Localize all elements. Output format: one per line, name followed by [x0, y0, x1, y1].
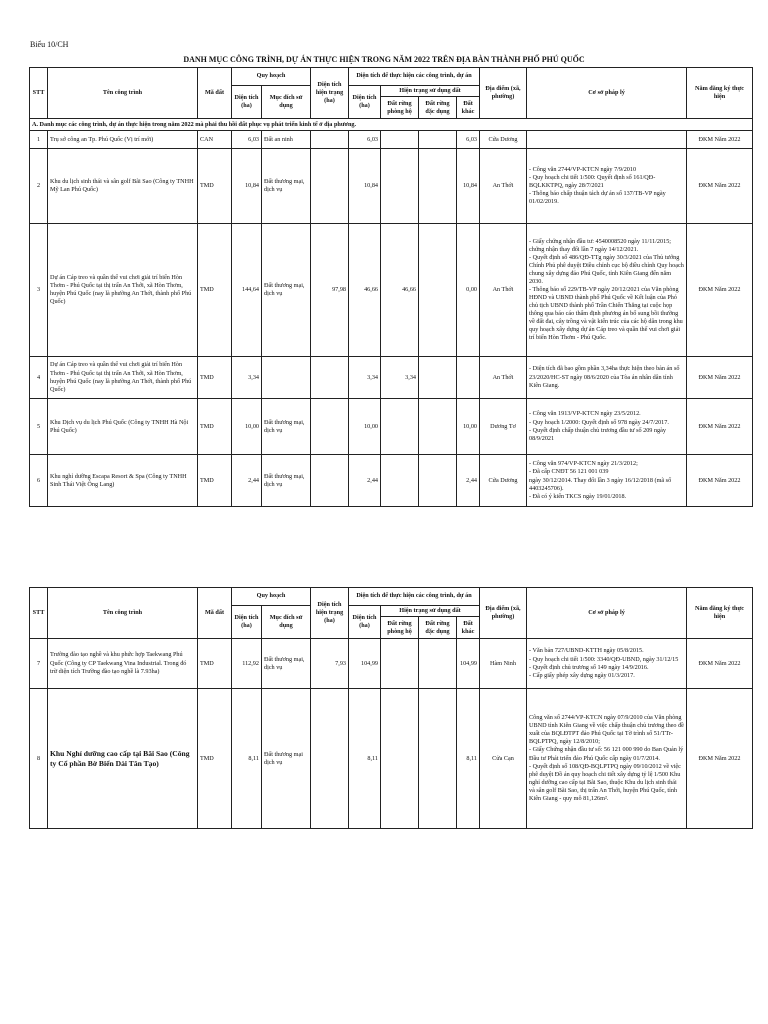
cell-rdd	[419, 224, 457, 357]
cell-other: 2,44	[457, 455, 480, 507]
cell-purpose: Đất thương mại, dịch vụ	[262, 639, 311, 689]
cell-rph	[381, 455, 419, 507]
table-row	[30, 357, 753, 399]
table-row	[30, 224, 753, 357]
cell-rph	[381, 399, 419, 455]
cell-code: TMD	[198, 455, 232, 507]
cell-purpose: Đất thương mại, dịch vụ	[262, 224, 311, 357]
cell-stt: 6	[30, 455, 48, 507]
col-special-forest: Đất rừng đặc dụng	[419, 97, 457, 119]
cell-legal: Công văn số 2744/VP-KTCN ngày 07/9/2010 của Văn phòng UBND tỉnh Kiên Giang về việc chấp thuận chủ trương theo đề xuất của BQLĐTPT đảo Phú Quốc tại Tờ trình số 51/TTr-BQLPTPQ, ngày 12/8/2010; - Giấy Chứng nhận đầu tư số: 56 121 000 990 do Ban Quản lý Đầu tư Phát triển đảo Phú Quốc cấp ngày 01/7/2014. - Quyết định số 108/QĐ-BQLPTPQ ngày 09/10/2012 về việc phê duyệt Đồ án quy hoạch chi tiết xây dựng tỷ lệ 1/500 Khu nghỉ dưỡng cao cấp tại Bãi Sao, thuộc Khu du lịch sinh thái và sân golf Bãi Sao, thị trấn An Thới, huyện Phú Quốc, tỉnh Kiên Giang - quy mô 81,126m².	[527, 689, 687, 829]
cell-code: CAN	[198, 131, 232, 149]
cell-legal: - Công văn 1913/VP-KTCN ngày 23/5/2012. - Quy hoạch 1/2000: Quyết định số 978 ngày 24/7/2017. - Quyết định chấp thuận chủ trương đầu tư số 209 ngày 08/9/2021	[527, 399, 687, 455]
cell-impl: 3,34	[349, 357, 381, 399]
cell-name: Dự án Cáp treo và quần thể vui chơi giải trí biển Hòn Thơm - Phú Quốc tại thị trấn An Thới, xã Hòn Thơm, huyện Phú Quốc (nay là phường An Thới, thành phố Phú Quốc)	[48, 224, 198, 357]
table-row	[30, 131, 753, 149]
cell-rph	[381, 131, 419, 149]
cell-name: Trụ sở công an Tp. Phú Quốc (Vị trí mới)	[48, 131, 198, 149]
form-code: Biểu 10/CH	[30, 40, 69, 49]
col-plan-purpose: Mục đích sử dụng	[262, 86, 311, 119]
col-protect-forest: Đất rừng phòng hộ	[381, 617, 419, 639]
cell-other: 8,11	[457, 689, 480, 829]
cell-location: Cửa Dương	[480, 131, 527, 149]
cell-impl: 6,03	[349, 131, 381, 149]
cell-location: Dương Tơ	[480, 399, 527, 455]
cell-plan-area: 6,03	[232, 131, 262, 149]
cell-location: An Thới	[480, 357, 527, 399]
cell-other: 6,03	[457, 131, 480, 149]
col-stt: STT	[30, 68, 48, 119]
table-row	[30, 639, 753, 689]
col-code: Mã đất	[198, 68, 232, 119]
cell-impl: 8,11	[349, 689, 381, 829]
cell-current	[311, 149, 349, 224]
col-stt: STT	[30, 588, 48, 639]
cell-other: 0,00	[457, 224, 480, 357]
cell-code: TMD	[198, 149, 232, 224]
col-protect-forest: Đất rừng phòng hộ	[381, 97, 419, 119]
project-table-1	[29, 67, 753, 507]
cell-legal: - Công văn 974/VP-KTCN ngày 21/3/2012; - Đã cấp CNĐT 56 121 001 039 ngày 30/12/2014. Thay đổi lần 3 ngày 16/12/2018 (mã số 4403245706). - Đã có ý kiến TKCS ngày 19/01/2018.	[527, 455, 687, 507]
cell-code: TMD	[198, 224, 232, 357]
col-impl-area: Diện tích (ha)	[349, 86, 381, 119]
cell-current	[311, 455, 349, 507]
cell-name: Khu Nghỉ dưỡng cao cấp tại Bãi Sao (Công ty Cổ phần Bờ Biển Dài Tân Tạo)	[48, 689, 198, 829]
cell-code: TMD	[198, 399, 232, 455]
cell-rdd	[419, 455, 457, 507]
table-row	[30, 689, 753, 829]
cell-reg: ĐKM Năm 2022	[687, 357, 753, 399]
cell-rdd	[419, 639, 457, 689]
cell-stt: 5	[30, 399, 48, 455]
col-planning: Quy hoạch	[232, 588, 311, 606]
col-reg-year: Năm đăng ký thực hiện	[687, 588, 753, 639]
cell-location: An Thới	[480, 149, 527, 224]
cell-rph: 46,66	[381, 224, 419, 357]
cell-reg: ĐKM Năm 2022	[687, 399, 753, 455]
cell-reg: ĐKM Năm 2022	[687, 149, 753, 224]
col-current-use: Hiện trạng sử dụng đất	[381, 606, 480, 617]
cell-rdd	[419, 689, 457, 829]
cell-rph	[381, 639, 419, 689]
cell-code: TMD	[198, 639, 232, 689]
cell-rdd	[419, 131, 457, 149]
cell-plan-area: 3,34	[232, 357, 262, 399]
document-title: DANH MỤC CÔNG TRÌNH, DỰ ÁN THỰC HIỆN TRONG NĂM 2022 TRÊN ĐỊA BÀN THÀNH PHỐ PHÚ QUỐC	[183, 55, 585, 64]
cell-rph: 3,34	[381, 357, 419, 399]
cell-rph	[381, 149, 419, 224]
col-current-area: Diện tích hiện trạng (ha)	[311, 588, 349, 639]
col-current-area: Diện tích hiện trạng (ha)	[311, 68, 349, 119]
cell-location: Cửa Dương	[480, 455, 527, 507]
cell-reg: ĐKM Năm 2022	[687, 131, 753, 149]
table-row	[30, 149, 753, 224]
cell-impl: 46,66	[349, 224, 381, 357]
col-special-forest: Đất rừng đặc dụng	[419, 617, 457, 639]
cell-current	[311, 131, 349, 149]
col-location: Địa điểm (xã, phường)	[480, 68, 527, 119]
cell-plan-area: 112,92	[232, 639, 262, 689]
cell-impl: 104,99	[349, 639, 381, 689]
col-other-land: Đất khác	[457, 97, 480, 119]
cell-rph	[381, 689, 419, 829]
col-code: Mã đất	[198, 588, 232, 639]
cell-stt: 4	[30, 357, 48, 399]
col-impl-group: Diện tích để thực hiện các công trình, dự án	[349, 588, 480, 606]
cell-other: 10,00	[457, 399, 480, 455]
cell-purpose: Đất an ninh	[262, 131, 311, 149]
cell-reg: ĐKM Năm 2022	[687, 639, 753, 689]
col-plan-area: Diện tích (ha)	[232, 86, 262, 119]
cell-stt: 2	[30, 149, 48, 224]
col-plan-purpose: Mục đích sử dụng	[262, 606, 311, 639]
col-impl-group: Diện tích để thực hiện các công trình, dự án	[349, 68, 480, 86]
table-row	[30, 455, 753, 507]
col-name: Tên công trình	[48, 68, 198, 119]
cell-plan-area: 8,11	[232, 689, 262, 829]
cell-purpose: Đất thương mại, dịch vụ	[262, 399, 311, 455]
col-legal: Cơ sở pháp lý	[527, 68, 687, 119]
col-name: Tên công trình	[48, 588, 198, 639]
cell-name: Khu Dịch vụ du lịch Phú Quốc (Công ty TNHH Hà Nội Phú Quốc)	[48, 399, 198, 455]
cell-current	[311, 399, 349, 455]
cell-legal	[527, 131, 687, 149]
cell-code: TMD	[198, 689, 232, 829]
cell-plan-area: 10,84	[232, 149, 262, 224]
col-other-land: Đất khác	[457, 617, 480, 639]
cell-purpose: Đất thương mại, dịch vụ	[262, 455, 311, 507]
col-impl-area: Diện tích (ha)	[349, 606, 381, 639]
cell-location: Cửa Cạn	[480, 689, 527, 829]
cell-impl: 10,00	[349, 399, 381, 455]
cell-code: TMD	[198, 357, 232, 399]
cell-other	[457, 357, 480, 399]
col-reg-year: Năm đăng ký thực hiện	[687, 68, 753, 119]
cell-location: An Thới	[480, 224, 527, 357]
cell-legal: - Diện tích đã bao gồm phần 3,34ha thực hiện theo bản án số 23/2020/HC-ST ngày 08/6/2020 của Tòa án nhân dân tỉnh Kiên Giang.	[527, 357, 687, 399]
cell-purpose: Đất thương mại dịch vụ	[262, 689, 311, 829]
cell-rdd	[419, 357, 457, 399]
cell-name: Dự án Cáp treo và quần thể vui chơi giải trí biển Hòn Thơm - Phú Quốc tại thị trấn An Thới, xã Hòn Thơm, huyện Phú Quốc (nay là phường An Thới, thành phố Phú Quốc)	[48, 357, 198, 399]
col-planning: Quy hoạch	[232, 68, 311, 86]
cell-current	[311, 689, 349, 829]
section-a-heading: A. Danh mục các công trình, dự án thực hiện trong năm 2022 mà phải thu hồi đất phục vụ phát triển kinh tế ở địa phương.	[30, 119, 753, 131]
cell-current: 97,98	[311, 224, 349, 357]
cell-purpose: Đất thương mại, dịch vụ	[262, 149, 311, 224]
cell-current	[311, 357, 349, 399]
col-current-use: Hiện trạng sử dụng đất	[381, 86, 480, 97]
cell-plan-area: 2,44	[232, 455, 262, 507]
cell-stt: 7	[30, 639, 48, 689]
cell-location: Hàm Ninh	[480, 639, 527, 689]
cell-stt: 8	[30, 689, 48, 829]
cell-legal: - Giấy chứng nhận đầu tư: 4540008520 ngày 11/11/2015; chứng nhận thay đổi lần 7 ngày 14/12/2021. - Quyết định số 486/QĐ-TTg ngày 30/3/2021 của Thủ tướng Chính Phủ phê duyệt Điều chỉnh cục bộ điều chỉnh Quy hoạch chung xây dựng đảo Phú Quốc, tỉnh Kiên Giang đến năm 2030. - Thông báo số 229/TB-VP ngày 20/12/2021 của Văn phòng HĐND và UBND thành phố Phú Quốc về Kết luận của Phó chủ tịch UBND thành phố Trần Chiến Thắng tại cuộc họp thông qua báo cáo thẩm định phương án bổ sung bồi thường về đất đai, cây trồng và vật kiến trúc của các hộ dân trong khu quy hoạch xây dựng dự án Cáp treo và quần thể vui chơi giải trí biển Hòn Thơm - Phú Quốc.	[527, 224, 687, 357]
cell-stt: 1	[30, 131, 48, 149]
project-table-2	[29, 587, 753, 829]
cell-stt: 3	[30, 224, 48, 357]
cell-other: 10,84	[457, 149, 480, 224]
cell-name: Trường đào tạo nghề và khu phức hợp Taekwang Phú Quốc (Công ty CP Taekwang Vina Industrial. Trong đó trừ diện tích Trường đào tạo nghề là 7.93ha)	[48, 639, 198, 689]
cell-rdd	[419, 399, 457, 455]
cell-rdd	[419, 149, 457, 224]
col-location: Địa điểm (xã, phường)	[480, 588, 527, 639]
cell-name: Khu du lịch sinh thái và sân golf Bãi Sao (Công ty TNHH Mỹ Lan Phú Quốc)	[48, 149, 198, 224]
col-legal: Cơ sở pháp lý	[527, 588, 687, 639]
cell-current: 7,93	[311, 639, 349, 689]
cell-reg: ĐKM Năm 2022	[687, 224, 753, 357]
cell-impl: 2,44	[349, 455, 381, 507]
cell-legal: - Văn bản 727/UBND-KTTH ngày 05/8/2015. - Quy hoạch chi tiết 1/500: 3340/QĐ-UBND, ngày 31/12/15 - Quyết định chủ trương số 149 ngày 14/9/2016. - Cấp giấy phép xây dựng ngày 01/3/2017.	[527, 639, 687, 689]
cell-other: 104,99	[457, 639, 480, 689]
cell-name: Khu nghỉ dưỡng Escapa Resort & Spa (Công ty TNHH Sinh Thái Việt Ông Lang)	[48, 455, 198, 507]
cell-plan-area: 10,00	[232, 399, 262, 455]
cell-plan-area: 144,64	[232, 224, 262, 357]
cell-reg: ĐKM Năm 2022	[687, 455, 753, 507]
cell-legal: - Công văn 2744/VP-KTCN ngày 7/9/2010 - Quy hoạch chi tiết 1/500: Quyết định số 161/QĐ-BQLKKTPQ, ngày 28/7/2021 - Thông báo chấp thuận tách dự án số 137/TB-VP ngày 01/02/2019.	[527, 149, 687, 224]
col-plan-area: Diện tích (ha)	[232, 606, 262, 639]
cell-impl: 10,84	[349, 149, 381, 224]
cell-reg: ĐKM Năm 2022	[687, 689, 753, 829]
cell-purpose	[262, 357, 311, 399]
table-row	[30, 399, 753, 455]
